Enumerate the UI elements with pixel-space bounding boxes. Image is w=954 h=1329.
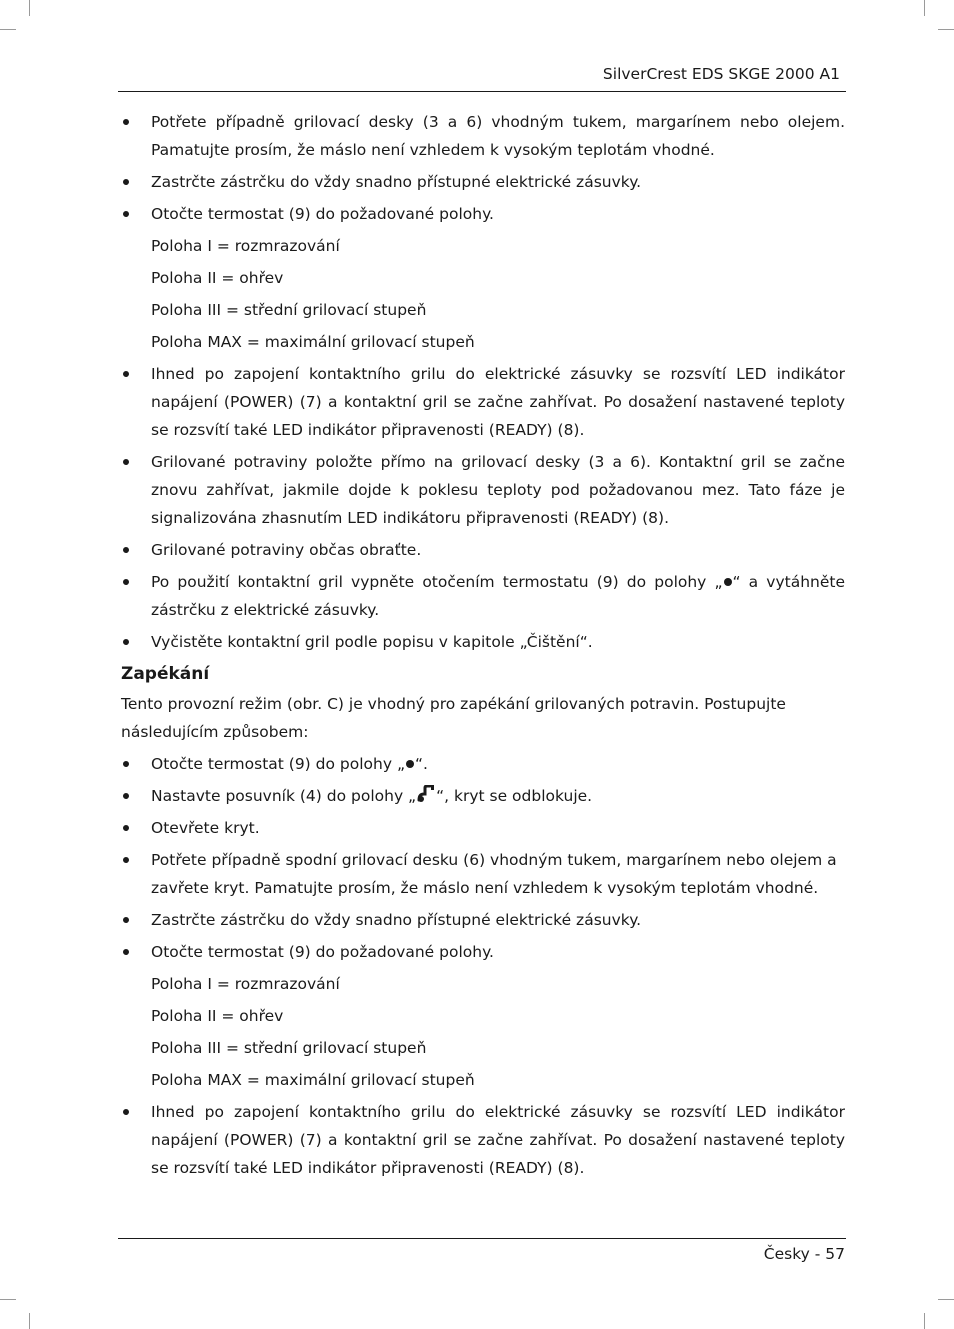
bullet-icon: [123, 825, 129, 831]
position-line: Poloha III = střední grilovací stupeň: [151, 301, 427, 319]
bullet-icon: [123, 211, 129, 217]
list-item: Nastavte posuvník (4) do polohy „ “, kryt se odblokuje.: [121, 782, 845, 810]
position-line: Poloha II = ohřev: [151, 269, 284, 287]
bullet-icon: [123, 119, 129, 125]
bullet-icon: [123, 917, 129, 923]
bullet-icon: [123, 949, 129, 955]
position-line: Poloha III = střední grilovací stupeň: [151, 1039, 427, 1057]
page-number: Česky - 57: [763, 1245, 845, 1263]
list-item: Ihned po zapojení kontaktního grilu do elektrické zásuvky se rozsvítí LED indikátor napájení (POWER) (7) a kontaktní gril se začne zahřívat. Po dosažení nastavené teploty se rozsvítí také LED indikátor připravenosti (READY) (8).: [121, 360, 845, 444]
list-item: Po použití kontaktní gril vypněte otočením termostatu (9) do polohy „ “ a vytáhněte zástrčku z elektrické zásuvky.: [121, 568, 845, 624]
list-item: Otočte termostat (9) do polohy „ “.: [121, 750, 845, 778]
list-item: Ihned po zapojení kontaktního grilu do elektrické zásuvky se rozsvítí LED indikátor napájení (POWER) (7) a kontaktní gril se začne zahřívat. Po dosažení nastavené teploty se rozsvítí také LED indikátor připravenosti (READY) (8).: [121, 1098, 845, 1182]
crop-mark: [29, 0, 30, 16]
list-item: Grilované potraviny položte přímo na grilovací desky (3 a 6). Kontaktní gril se začne znovu zahřívat, jakmile dojde k poklesu teploty pod požadovanou mez. Tato fáze je signalizována zhasnutím LED indikátoru připravenosti (READY) (8).: [121, 448, 845, 532]
list-item: Potřete případně spodní grilovací desku (6) vhodným tukem, margarínem nebo olejem a zavřete kryt. Pamatujte prosím, že máslo není vzhledem k vysokým teplotám vhodné.: [121, 846, 845, 902]
running-header: SilverCrest EDS SKGE 2000 A1: [602, 65, 840, 83]
bullet-icon: [123, 793, 129, 799]
list-item: Zastrčte zástrčku do vždy snadno přístupné elektrické zásuvky.: [121, 906, 845, 934]
bullet-icon: [123, 1109, 129, 1115]
crop-mark: [938, 29, 954, 30]
filled-dot-icon: [406, 760, 414, 768]
list-item: Grilované potraviny občas obraťte.: [121, 536, 845, 564]
list-item: Otevřete kryt.: [121, 814, 845, 842]
crop-mark: [924, 1313, 925, 1329]
header-rule: [118, 91, 846, 92]
position-line: Poloha MAX = maximální grilovací stupeň: [151, 1071, 475, 1089]
bullet-icon: [123, 371, 129, 377]
crop-mark: [924, 0, 925, 16]
list-item: Otočte termostat (9) do požadované polohy.: [121, 200, 845, 228]
list-item: Zastrčte zástrčku do vždy snadno přístupné elektrické zásuvky.: [121, 168, 845, 196]
bullet-icon: [123, 459, 129, 465]
filled-dot-icon: [724, 578, 732, 586]
intro-paragraph: Tento provozní režim (obr. C) je vhodný pro zapékání grilovaných potravin. Postupujte následujícím způsobem:: [121, 695, 786, 741]
position-line: Poloha II = ohřev: [151, 1007, 284, 1025]
crop-mark: [0, 1299, 16, 1300]
bullet-icon: [123, 639, 129, 645]
lever-icon: [416, 785, 436, 803]
section-heading: Zapékání: [121, 664, 210, 684]
list-item: Potřete případně grilovací desky (3 a 6) vhodným tukem, margarínem nebo olejem. Pamatujte prosím, že máslo není vzhledem k vysokým teplotám vhodné.: [121, 108, 845, 164]
bullet-icon: [123, 579, 129, 585]
crop-mark: [29, 1313, 30, 1329]
position-line: Poloha I = rozmrazování: [151, 237, 340, 255]
crop-mark: [938, 1299, 954, 1300]
page-body: [121, 108, 845, 1186]
list-item: Vyčistěte kontaktní gril podle popisu v kapitole „Čištění“.: [121, 628, 845, 656]
bullet-icon: [123, 547, 129, 553]
position-line: Poloha MAX = maximální grilovací stupeň: [151, 333, 475, 351]
list-item: Otočte termostat (9) do požadované polohy.: [121, 938, 845, 966]
bullet-icon: [123, 761, 129, 767]
bullet-icon: [123, 857, 129, 863]
position-line: Poloha I = rozmrazování: [151, 975, 340, 993]
bullet-icon: [123, 179, 129, 185]
crop-mark: [0, 29, 16, 30]
footer-rule: [118, 1238, 846, 1239]
